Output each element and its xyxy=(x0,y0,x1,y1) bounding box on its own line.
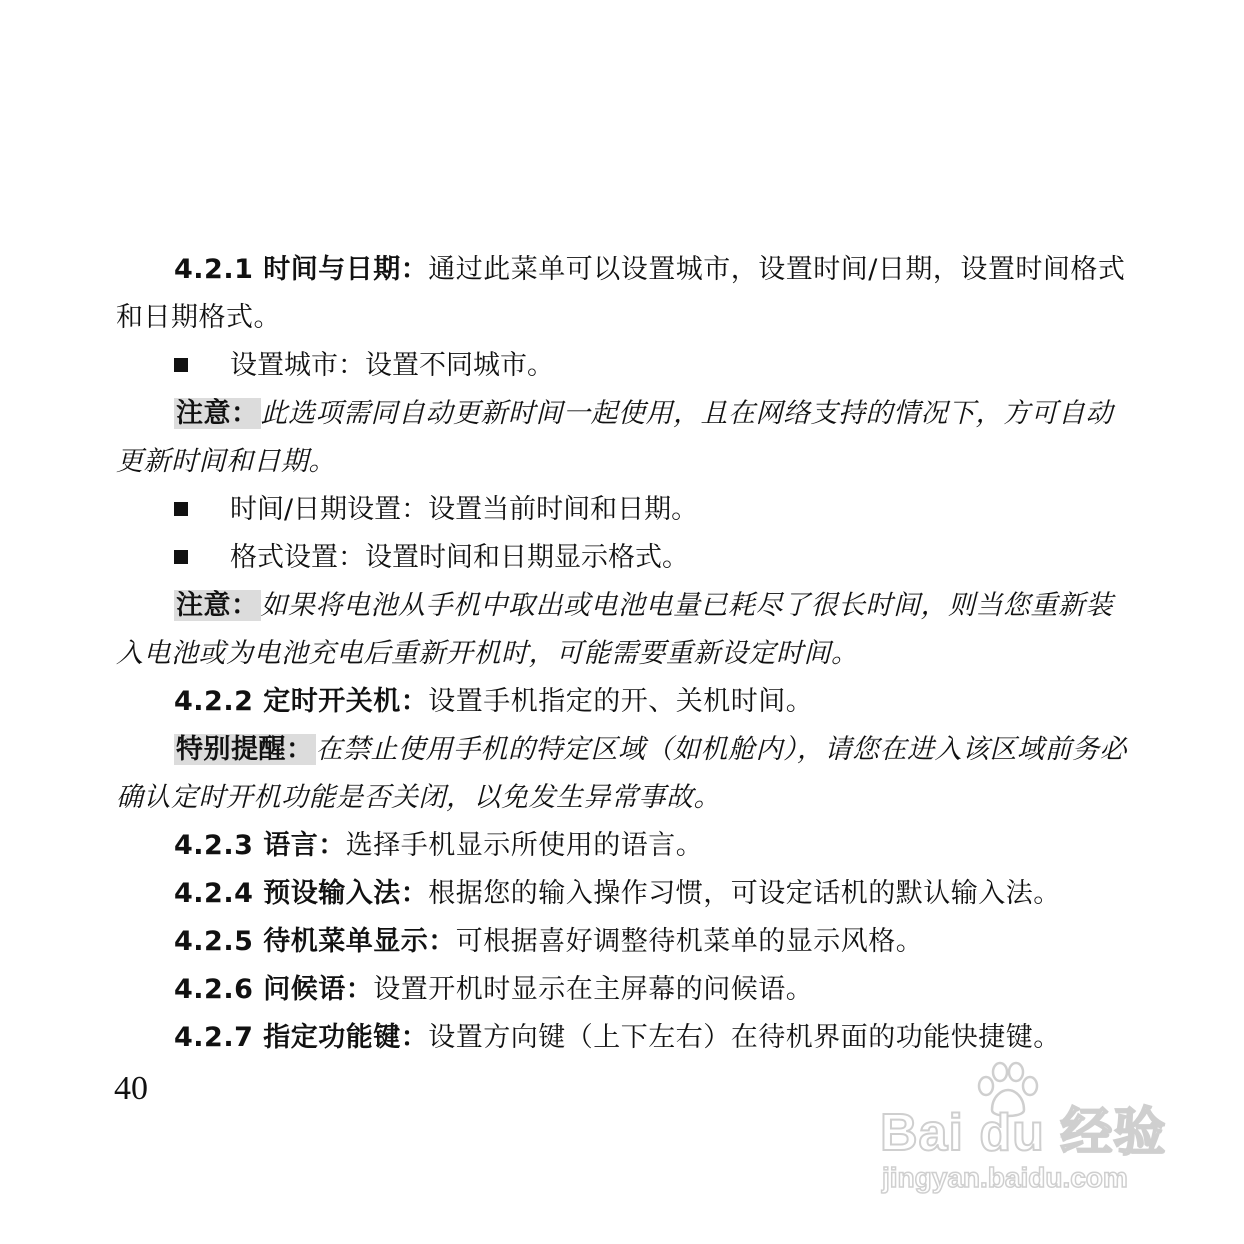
bullet-label: 设置城市： xyxy=(230,350,365,381)
section-text: 通过此菜单可以设置城市，设置时间/日期，设置时间格式和日期格式。 xyxy=(116,254,1126,333)
section-heading: 4.2.3 语言： xyxy=(174,830,346,861)
section-4-2-7 xyxy=(116,1014,1136,1062)
note-text: 此选项需同自动更新时间一起使用，且在网络支持的情况下，方可自动更新时间和日期。 xyxy=(116,398,1113,477)
baidu-jingyan-watermark xyxy=(880,1060,1180,1200)
bullet-text: 设置当前时间和日期。 xyxy=(428,494,699,525)
reminder-text: 在禁止使用手机的特定区域（如机舱内），请您在进入该区域前务必确认定时开机功能是否关闭，以免发生异常事故。 xyxy=(116,734,1127,813)
section-heading: 4.2.7 指定功能键： xyxy=(174,1022,429,1053)
page-content xyxy=(116,246,1136,1062)
bullet-text: 设置时间和日期显示格式。 xyxy=(365,542,689,573)
section-text: 可根据喜好调整待机菜单的显示风格。 xyxy=(455,926,924,957)
reminder-label: 特别提醒： xyxy=(176,734,314,765)
section-heading: 4.2.4 预设输入法： xyxy=(174,878,429,909)
section-4-2-1 xyxy=(116,246,1136,342)
section-text: 设置开机时显示在主屏幕的问候语。 xyxy=(373,974,814,1005)
bullet-item-city xyxy=(116,342,1136,390)
note-battery xyxy=(116,582,1136,678)
note-label: 注意： xyxy=(176,590,259,621)
section-text: 设置方向键（上下左右）在待机界面的功能快捷键。 xyxy=(428,1022,1061,1053)
section-4-2-3 xyxy=(116,822,1136,870)
square-bullet-icon xyxy=(174,358,188,372)
section-text: 根据您的输入操作习惯，可设定话机的默认输入法。 xyxy=(428,878,1061,909)
bullet-text: 设置不同城市。 xyxy=(365,350,554,381)
section-heading: 4.2.2 定时开关机： xyxy=(174,686,429,717)
section-4-2-6 xyxy=(116,966,1136,1014)
bullet-item-time-date xyxy=(116,486,1136,534)
section-4-2-4 xyxy=(116,870,1136,918)
watermark-logo-text: Bai du 经验 xyxy=(880,1104,1167,1162)
square-bullet-icon xyxy=(174,502,188,516)
square-bullet-icon xyxy=(174,550,188,564)
section-heading: 4.2.1 时间与日期： xyxy=(174,254,429,285)
section-heading: 4.2.6 问候语： xyxy=(174,974,374,1005)
bullet-label: 时间/日期设置： xyxy=(230,494,429,525)
note-text: 如果将电池从手机中取出或电池电量已耗尽了很长时间，则当您重新装入电池或为电池充电后重新开机时，可能需要重新设定时间。 xyxy=(116,590,1113,669)
section-text: 选择手机显示所使用的语言。 xyxy=(345,830,704,861)
section-4-2-2 xyxy=(116,678,1136,726)
section-4-2-5 xyxy=(116,918,1136,966)
section-heading: 4.2.5 待机菜单显示： xyxy=(174,926,456,957)
note-label: 注意： xyxy=(176,398,259,429)
section-text: 设置手机指定的开、关机时间。 xyxy=(428,686,814,717)
watermark-url: jingyan.baidu.com xyxy=(882,1162,1128,1193)
bullet-label: 格式设置： xyxy=(230,542,365,573)
special-reminder xyxy=(116,726,1136,822)
page-number: 40 xyxy=(114,1070,148,1107)
bullet-item-format xyxy=(116,534,1136,582)
note-auto-update xyxy=(116,390,1136,486)
